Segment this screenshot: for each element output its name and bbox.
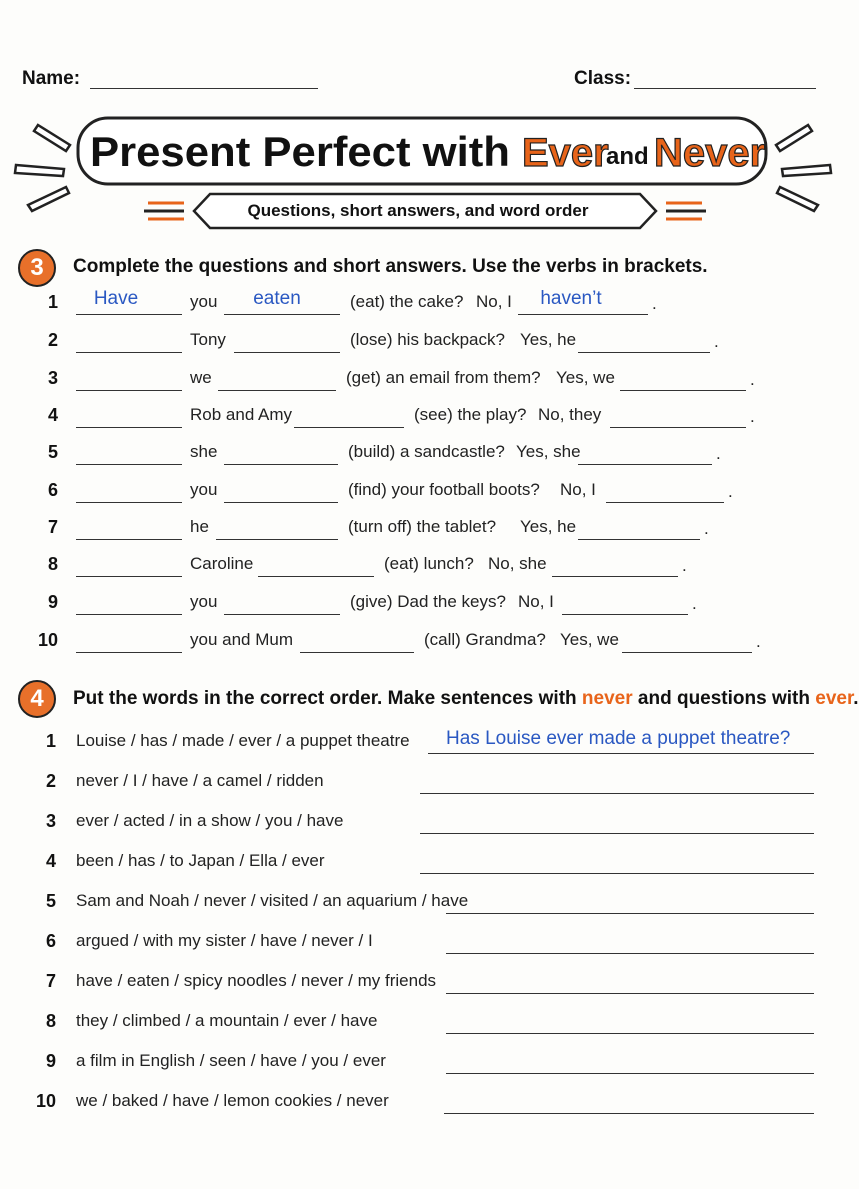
item-number: 9	[47, 592, 58, 612]
title-main: Present Perfect with	[90, 128, 510, 175]
blank-short-answer[interactable]	[578, 464, 712, 465]
answer-line[interactable]	[420, 873, 814, 874]
answer-line[interactable]	[428, 753, 814, 754]
verb-prompt: (get) an email from them?	[346, 368, 541, 387]
item-number: 4	[45, 851, 56, 871]
answer-participle: eaten	[253, 288, 301, 309]
title-and: and	[606, 143, 649, 170]
verb-prompt: (see) the play?	[414, 405, 527, 424]
subject-text: we	[190, 368, 212, 387]
word-prompt: have / eaten / spicy noodles / never / my friends	[76, 971, 437, 990]
blank-participle[interactable]	[224, 464, 338, 465]
verb-prompt: (give) Dad the keys?	[350, 592, 506, 611]
blank-auxiliary[interactable]	[76, 427, 182, 428]
answer-sentence: Has Louise ever made a puppet theatre?	[446, 728, 791, 749]
word-prompt: Sam and Noah / never / visited / an aquarium / have	[76, 891, 469, 910]
verb-prompt: (eat) the cake?	[350, 292, 464, 311]
blank-auxiliary[interactable]	[76, 352, 182, 353]
subject-text: Caroline	[190, 554, 254, 573]
blank-short-answer[interactable]	[518, 314, 648, 315]
item-number: 8	[47, 554, 58, 574]
item-number: 6	[47, 480, 58, 500]
subject-text: you	[190, 480, 218, 499]
period: .	[704, 519, 709, 538]
item-number: 7	[47, 517, 58, 537]
blank-participle[interactable]	[234, 352, 340, 353]
blank-short-answer[interactable]	[606, 502, 724, 503]
answer-line[interactable]	[446, 1033, 814, 1034]
item-number: 1	[47, 292, 58, 312]
blank-participle[interactable]	[224, 502, 338, 503]
blank-short-answer[interactable]	[552, 576, 678, 577]
burst-left-icon	[8, 115, 78, 215]
keyword-never: never	[581, 688, 633, 709]
answer-line[interactable]	[446, 1073, 814, 1074]
subject-text: he	[190, 517, 209, 536]
answer-auxiliary: Have	[93, 288, 139, 309]
item-number: 2	[45, 771, 56, 791]
blank-participle[interactable]	[258, 576, 374, 577]
subject-text: Rob and Amy	[190, 405, 293, 424]
blank-auxiliary[interactable]	[76, 652, 182, 653]
instruction-part-a: Put the words in the correct order. Make sentences with	[73, 688, 582, 709]
subject-text: she	[190, 442, 218, 461]
verb-prompt: (lose) his backpack?	[350, 330, 505, 349]
page-title	[70, 112, 770, 192]
word-prompt: been / has / to Japan / Ella / ever	[76, 851, 325, 870]
blank-auxiliary[interactable]	[76, 539, 182, 540]
blank-short-answer[interactable]	[622, 652, 752, 653]
instruction-part-c: .	[853, 688, 859, 709]
title-ever: Ever	[522, 131, 609, 175]
blank-short-answer[interactable]	[578, 539, 700, 540]
blank-participle[interactable]	[294, 427, 404, 428]
subtitle: Questions, short answers, and word order	[247, 201, 589, 220]
answer-line[interactable]	[446, 913, 814, 914]
answer-line[interactable]	[446, 953, 814, 954]
item-number: 5	[45, 891, 56, 911]
verb-prompt: (find) your football boots?	[348, 480, 540, 499]
period: .	[714, 332, 719, 351]
item-number: 4	[47, 405, 58, 425]
blank-auxiliary[interactable]	[76, 576, 182, 577]
item-number: 3	[45, 811, 56, 831]
word-prompt: ever / acted / in a show / you / have	[76, 811, 344, 830]
answer-short: haven’t	[540, 288, 602, 309]
keyword-ever: ever	[815, 688, 854, 709]
period: .	[716, 444, 721, 463]
blank-short-answer[interactable]	[620, 390, 746, 391]
word-prompt: never / I / have / a camel / ridden	[76, 771, 324, 790]
item-number: 10	[37, 630, 58, 650]
short-answer-start: No, I	[560, 480, 596, 499]
blank-short-answer[interactable]	[610, 427, 746, 428]
period: .	[750, 370, 755, 389]
period: .	[756, 632, 761, 651]
short-answer-start: Yes, she	[516, 442, 581, 461]
answer-line[interactable]	[444, 1113, 814, 1114]
period: .	[728, 482, 733, 501]
blank-participle[interactable]	[218, 390, 336, 391]
item-number: 2	[47, 330, 58, 350]
short-answer-start: No, I	[476, 292, 512, 311]
short-answer-start: Yes, we	[556, 368, 615, 387]
item-number: 6	[45, 931, 56, 951]
short-answer-start: No, they	[538, 405, 602, 424]
blank-participle[interactable]	[300, 652, 414, 653]
subject-text: you	[190, 592, 218, 611]
word-prompt: they / climbed / a mountain / ever / have	[76, 1011, 378, 1030]
title-never: Never	[654, 131, 766, 175]
item-number: 3	[47, 368, 58, 388]
subject-text: you and Mum	[190, 630, 293, 649]
item-number: 1	[45, 731, 56, 751]
section-4-instruction	[73, 688, 859, 710]
section-3-instruction: Complete the questions and short answers. Use the verbs in brackets.	[73, 256, 708, 277]
period: .	[750, 407, 755, 426]
instruction-part-b: and questions with	[632, 688, 816, 709]
blank-auxiliary[interactable]	[76, 390, 182, 391]
blank-short-answer[interactable]	[578, 352, 710, 353]
section-4-badge: 4	[18, 680, 56, 718]
short-answer-start: Yes, he	[520, 330, 577, 349]
name-label: Name:	[22, 68, 81, 89]
item-number: 7	[45, 971, 56, 991]
item-number: 10	[35, 1091, 56, 1111]
item-number: 8	[45, 1011, 56, 1031]
period: .	[692, 594, 697, 613]
short-answer-start: Yes, we	[560, 630, 619, 649]
blank-participle[interactable]	[224, 314, 340, 315]
short-answer-start: No, she	[488, 554, 547, 573]
blank-auxiliary[interactable]	[76, 614, 182, 615]
section-3-badge: 3	[18, 249, 56, 287]
subject-text: Tony	[190, 330, 226, 349]
verb-prompt: (call) Grandma?	[424, 630, 546, 649]
verb-prompt: (turn off) the tablet?	[348, 517, 497, 536]
item-number: 5	[47, 442, 58, 462]
name-field[interactable]	[90, 88, 318, 89]
verb-prompt: (eat) lunch?	[384, 554, 474, 573]
word-prompt: a film in English / seen / have / you / ever	[76, 1051, 386, 1070]
period: .	[652, 294, 657, 313]
blank-short-answer[interactable]	[562, 614, 688, 615]
blank-participle[interactable]	[224, 614, 340, 615]
blank-auxiliary[interactable]	[76, 464, 182, 465]
class-label: Class:	[574, 68, 632, 89]
item-number: 9	[45, 1051, 56, 1071]
answer-line[interactable]	[420, 793, 814, 794]
burst-right-icon	[768, 115, 838, 215]
short-answer-start: No, I	[518, 592, 554, 611]
verb-prompt: (build) a sandcastle?	[348, 442, 505, 461]
blank-participle[interactable]	[216, 539, 338, 540]
subject-text: you	[190, 292, 218, 311]
word-prompt: we / baked / have / lemon cookies / never	[76, 1091, 389, 1110]
word-prompt: Louise / has / made / ever / a puppet theatre	[76, 731, 410, 750]
blank-auxiliary[interactable]	[76, 314, 182, 315]
answer-line[interactable]	[420, 833, 814, 834]
short-answer-start: Yes, he	[520, 517, 577, 536]
answer-line[interactable]	[446, 993, 814, 994]
period: .	[682, 556, 687, 575]
class-field[interactable]	[634, 88, 816, 89]
word-prompt: argued / with my sister / have / never / I	[76, 931, 373, 950]
blank-auxiliary[interactable]	[76, 502, 182, 503]
